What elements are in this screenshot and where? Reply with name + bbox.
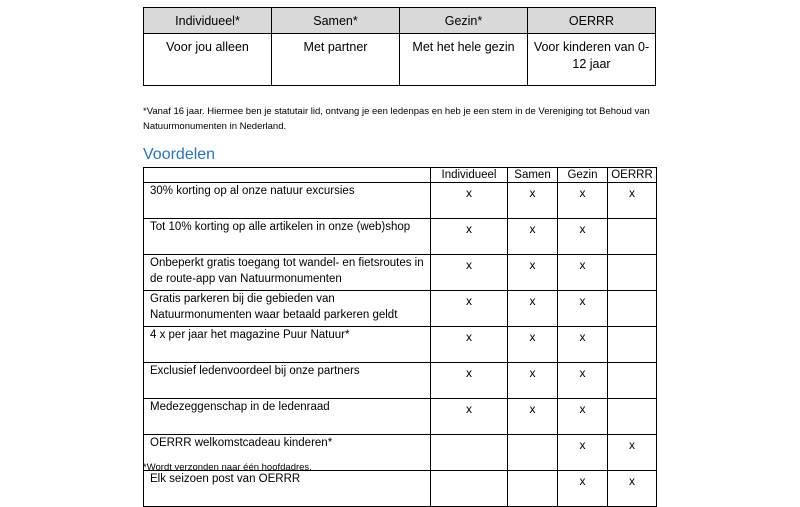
benefit-mark: x [558, 363, 608, 399]
benefit-mark [431, 471, 508, 507]
benefit-mark: x [431, 183, 508, 219]
benefit-mark: x [431, 363, 508, 399]
benefit-mark [608, 255, 657, 291]
footnote: *Wordt verzonden naar één hoofdadres. [143, 462, 312, 473]
membership-header-samen: Samen* [272, 8, 400, 34]
benefits-header-samen: Samen [508, 168, 558, 183]
benefit-label: OERRR welkomstcadeau kinderen* [144, 435, 431, 471]
membership-header-individueel: Individueel* [144, 8, 272, 34]
benefit-mark: x [508, 291, 558, 327]
section-title: Voordelen [143, 146, 216, 163]
benefit-mark: x [608, 471, 657, 507]
benefit-mark: x [558, 327, 608, 363]
membership-desc-individueel: Voor jou alleen [144, 34, 272, 86]
benefit-mark: x [558, 471, 608, 507]
benefit-label: Medezeggenschap in de ledenraad [144, 399, 431, 435]
membership-desc-gezin: Met het hele gezin [400, 34, 528, 86]
benefit-mark: x [558, 255, 608, 291]
benefit-label: Elk seizoen post van OERRR [144, 471, 431, 507]
benefit-mark: x [508, 363, 558, 399]
table-row [144, 183, 657, 219]
table-row [144, 255, 657, 291]
membership-desc-samen: Met partner [272, 34, 400, 86]
membership-desc-oerrr: Voor kinderen van 0-12 jaar [528, 34, 656, 86]
benefit-mark: x [608, 183, 657, 219]
benefit-mark [608, 291, 657, 327]
benefit-mark: x [431, 399, 508, 435]
table-row [144, 219, 657, 255]
benefit-label: Exclusief ledenvoordeel bij onze partners [144, 363, 431, 399]
benefit-mark: x [558, 435, 608, 471]
membership-header-gezin: Gezin* [400, 8, 528, 34]
benefit-mark: x [508, 327, 558, 363]
table-row [144, 291, 657, 327]
benefit-mark: x [558, 183, 608, 219]
benefit-mark [608, 399, 657, 435]
benefit-mark: x [508, 219, 558, 255]
table-row [144, 327, 657, 363]
benefit-mark: x [508, 183, 558, 219]
benefits-header-gezin: Gezin [558, 168, 608, 183]
membership-table [143, 7, 656, 86]
benefit-label: Gratis parkeren bij die gebieden van Natuurmonumenten waar betaald parkeren geldt [144, 291, 431, 327]
benefits-header-blank [144, 168, 431, 183]
benefits-table [143, 167, 657, 507]
benefit-label: 30% korting op al onze natuur excursies [144, 183, 431, 219]
benefit-label: Onbeperkt gratis toegang tot wandel- en fietsroutes in de route-app van Natuurmonumenten [144, 255, 431, 291]
benefit-mark [608, 327, 657, 363]
benefit-mark: x [558, 291, 608, 327]
benefit-mark [608, 219, 657, 255]
benefit-mark [508, 435, 558, 471]
benefits-header-individueel: Individueel [431, 168, 508, 183]
benefit-mark [431, 435, 508, 471]
table-row [144, 363, 657, 399]
benefit-mark: x [431, 291, 508, 327]
membership-header-oerrr: OERRR [528, 8, 656, 34]
benefit-mark: x [508, 399, 558, 435]
benefit-mark: x [608, 435, 657, 471]
benefit-mark [508, 471, 558, 507]
table-row [144, 471, 657, 507]
benefit-mark: x [431, 255, 508, 291]
benefits-header-oerrr: OERRR [608, 168, 657, 183]
table-row [144, 399, 657, 435]
benefit-label: Tot 10% korting op alle artikelen in onze (web)shop [144, 219, 431, 255]
benefit-mark: x [508, 255, 558, 291]
benefit-mark: x [431, 219, 508, 255]
benefit-label: 4 x per jaar het magazine Puur Natuur* [144, 327, 431, 363]
benefit-mark: x [558, 219, 608, 255]
benefit-mark: x [431, 327, 508, 363]
membership-note: *Vanaf 16 jaar. Hiermee ben je statutair lid, ontvang je een ledenpas en heb je een stem in de Vereniging tot Behoud van Natuurmonumenten in Nederland. [143, 106, 650, 132]
benefit-mark [608, 363, 657, 399]
benefit-mark: x [558, 399, 608, 435]
